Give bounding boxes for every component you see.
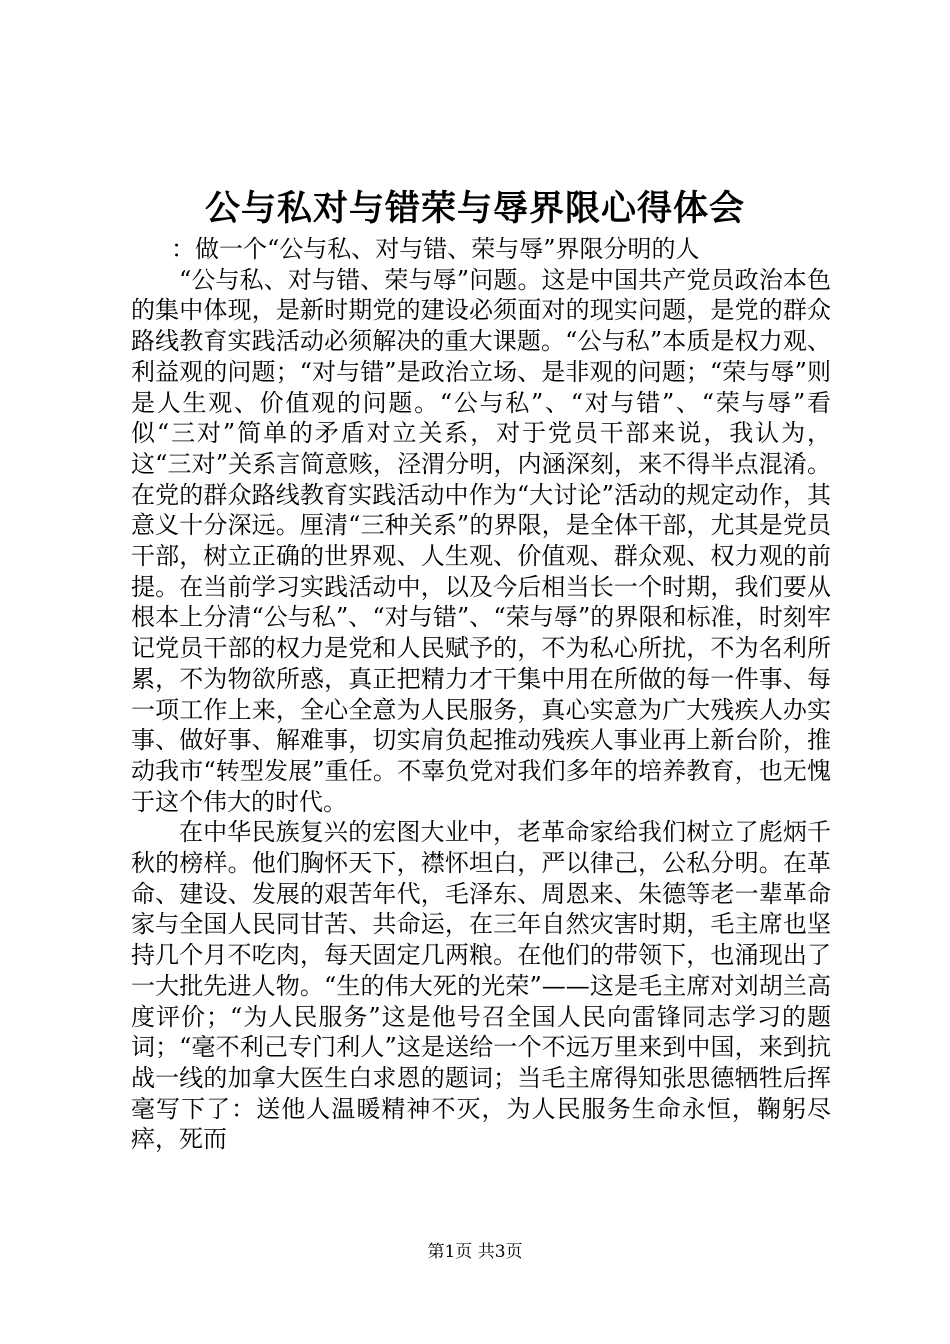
document-title: 公与私对与错荣与辱界限心得体会 bbox=[204, 188, 745, 229]
document-subtitle: ：做一个“公与私、对与错、荣与辱”界限分明的人 bbox=[171, 235, 700, 263]
page-number-footer: 第1页 共3页 bbox=[427, 1242, 523, 1262]
document-body bbox=[131, 234, 831, 1155]
paragraph-1: “公与私、对与错、荣与辱”问题。这是中国共产党员政治本色的集中体现，是新时期党的建设必须面对的现实问题，是党的群众路线教育实践活动必须解决的重大课题。“公与私”本质是权力观、利益观的问题；“对与错”是政治立场、是非观的问题；“荣与辱”则是人生观、价值观的问题。“公与私”、“对与错”、“荣与辱”看似“三对”简单的矛盾对立关系，对于党员干部来说，我认为，这“三对”关系言简意赅，泾渭分明，内涵深刻，来不得半点混淆。在党的群众路线教育实践活动中作为“大讨论”活动的规定动作，其意义十分深远。厘清“三种关系”的界限，是全体干部，尤其是党员干部，树立正确的世界观、人生观、价值观、群众观、权力观的前提。在当前学习实践活动中，以及今后相当长一个时期，我们要从根本上分清“公与私”、“对与错”、“荣与辱”的界限和标准，时刻牢记党员干部的权力是党和人民赋予的，不为私心所扰，不为名利所累，不为物欲所惑，真正把精力才干集中用在所做的每一件事、每一项工作上来，全心全意为人民服务，真心实意为广大残疾人办实事、做好事、解难事，切实肩负起推动残疾人事业再上新台阶，推动我市“转型发展”重任。不辜负党对我们多年的培养教育，也无愧于这个伟大的时代。 bbox=[131, 265, 831, 816]
paragraph-2: 在中华民族复兴的宏图大业中，老革命家给我们树立了彪炳千秋的榜样。他们胸怀天下，襟怀坦白，严以律己，公私分明。在革命、建设、发展的艰苦年代，毛泽东、周恩来、朱德等老一辈革命家与全国人民同甘苦、共命运，在三年自然灾害时期，毛主席也坚持几个月不吃肉，每天固定几两粮。在他们的带领下，也涌现出了一大批先进人物。“生的伟大死的光荣”——这是毛主席对刘胡兰高度评价；“为人民服务”这是他号召全国人民向雷锋同志学习的题词；“毫不利己专门利人”这是送给一个不远万里来到中国，来到抗战一线的加拿大医生白求恩的题词；当毛主席得知张思德牺牲后挥毫写下了：送他人温暖精神不灭，为人民服务生命永恒，鞠躬尽瘁，死而 bbox=[131, 818, 831, 1154]
